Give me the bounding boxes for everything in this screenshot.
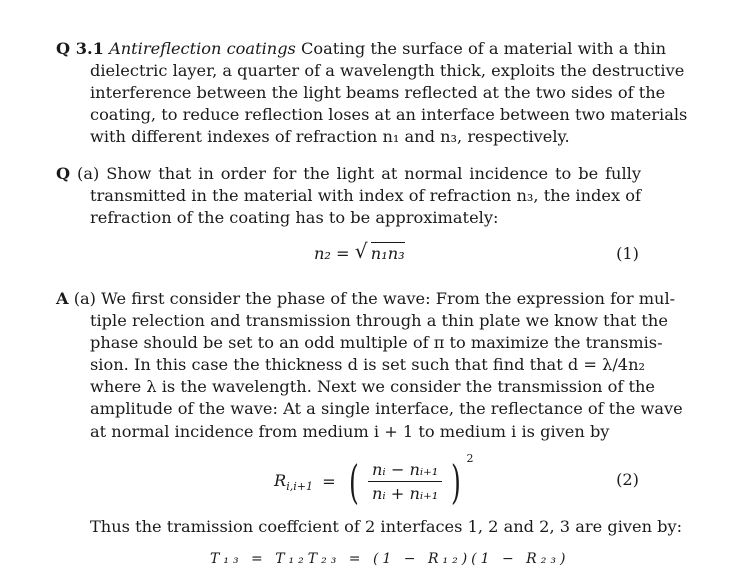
question-text-line-5: with different indexes of refraction n₁ and n₃, respectively.	[90, 127, 570, 147]
equation-1	[56, 239, 641, 272]
answer-a-line-6: amplitude of the wave: At a single interface, the reflectance of the wave	[90, 399, 683, 419]
answer-a-label: A	[56, 289, 69, 308]
equation-2-number: (2)	[616, 470, 639, 489]
thus-paragraph	[56, 516, 683, 538]
answer-a-line-7: at normal incidence from medium i + 1 to medium i is given by	[90, 421, 610, 441]
equation-1-radicand: n₁n₃	[370, 244, 405, 263]
equation-2-denominator: nᵢ + nᵢ₊₁	[371, 484, 439, 503]
question-text-line-4: coating, to reduce reflection loses at an interface between two materials	[90, 105, 688, 125]
left-paren-icon: (	[348, 454, 359, 509]
equation-2-fraction	[368, 460, 442, 503]
question-text-line-3: interference between the light beams reflected at the two sides of the	[90, 83, 666, 103]
question-text-line-2: dielectric layer, a quarter of a wavelength thick, exploits the destructive	[90, 61, 685, 81]
thus-line: Thus the tramission coeffcient of 2 interfaces 1, 2 and 2, 3 are given by:	[90, 517, 683, 536]
question-a	[56, 163, 641, 229]
question-a-label: Q	[56, 164, 71, 183]
question-text-line-1: Coating the surface of a material with a thin	[301, 39, 667, 58]
equation-2-lhs: R	[274, 470, 287, 490]
equation-2-power: 2	[466, 452, 474, 465]
equation-1-sqrt	[354, 239, 405, 263]
cutoff-equation: T₁₃ = T₁₂T₂₃ = (1 − R₁₂)(1 − R₂₃)	[210, 551, 570, 567]
equation-2-numerator: nᵢ − nᵢ₊₁	[368, 460, 442, 482]
equation-2	[56, 450, 641, 512]
question-a-line-2: transmitted in the material with index of refraction n₃, the index of	[90, 186, 641, 206]
equation-1-lhs: n₂ =	[314, 244, 350, 263]
question-3-1	[56, 38, 688, 148]
radical-sign-icon: √	[354, 239, 368, 263]
right-paren-icon: )	[451, 454, 462, 509]
answer-a-line-4: sion. In this case the thickness d is set such that find that d = λ/4n₂	[90, 355, 646, 375]
answer-a	[56, 288, 683, 443]
answer-a-line-1: (a) We first consider the phase of the wave: From the expression for mul-	[73, 289, 676, 308]
question-a-line-1: (a) Show that in order for the light at normal incidence to be fully	[77, 164, 641, 183]
answer-a-line-2: tiple relection and transmission through a thin plate we know that the	[90, 311, 668, 331]
equation-2-lhs-sub: i,i+1	[286, 479, 313, 493]
equation-2-equals: =	[322, 472, 336, 491]
answer-a-line-3: phase should be set to an odd multiple of π to maximize the transmis-	[90, 333, 663, 353]
question-label: Q 3.1	[56, 39, 104, 58]
question-a-line-3: refraction of the coating has to be approximately:	[90, 208, 499, 228]
equation-1-number: (1)	[616, 244, 639, 263]
question-title: Antireflection coatings	[109, 39, 296, 58]
answer-a-line-5: where λ is the wavelength. Next we consider the transmission of the	[90, 377, 655, 397]
